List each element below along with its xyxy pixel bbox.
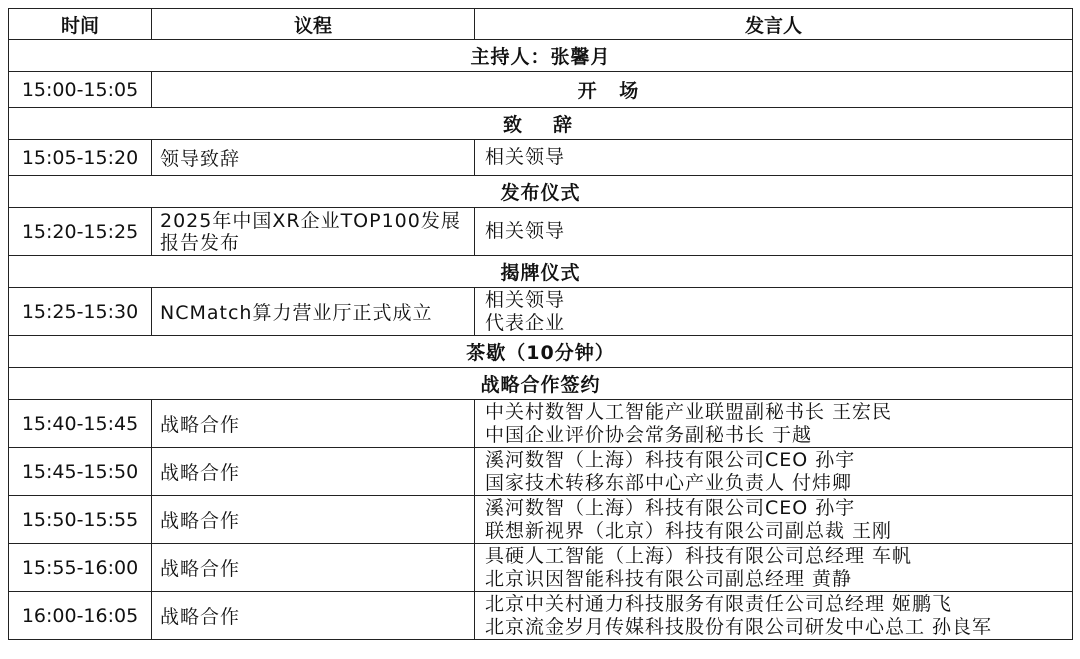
opening-time: 15:00-15:05	[9, 72, 152, 108]
signing-speakers	[475, 496, 1073, 544]
signing-speaker-1: 溪河数智（上海）科技有限公司CEO 孙宇	[485, 448, 856, 471]
signing-time: 15:50-15:55	[9, 496, 152, 544]
break-section-title: 茶歇（10分钟）	[9, 336, 1073, 368]
signing-speaker-2: 中国企业评价协会常务副秘书长 于越	[485, 423, 813, 446]
unveil-time: 15:25-15:30	[9, 288, 152, 336]
opening-row	[9, 72, 1073, 108]
signing-speakers	[475, 400, 1073, 448]
header-time: 时间	[9, 9, 152, 40]
signing-time: 16:00-16:05	[9, 592, 152, 640]
signing-section-row	[9, 368, 1073, 400]
release-time: 15:20-15:25	[9, 208, 152, 256]
signing-speakers	[475, 544, 1073, 592]
speech-section-title: 致 辞	[9, 108, 1073, 140]
signing-time: 15:55-16:00	[9, 544, 152, 592]
speech-section-row	[9, 108, 1073, 140]
signing-row	[9, 592, 1073, 640]
release-section-row	[9, 176, 1073, 208]
signing-topic: 战略合作	[152, 544, 475, 592]
break-section-row	[9, 336, 1073, 368]
header-speaker: 发言人	[475, 9, 1073, 40]
signing-speaker-2: 北京识因智能科技有限公司副总经理 黄静	[485, 567, 853, 590]
signing-topic: 战略合作	[152, 448, 475, 496]
unveil-speakers	[475, 288, 1073, 336]
signing-speaker-2: 国家技术转移东部中心产业负责人 付炜卿	[485, 471, 853, 494]
release-topic-line2: 报告发布	[160, 231, 241, 254]
release-topic-line1: 2025年中国XR企业TOP100发展	[160, 209, 461, 232]
speech-speaker: 相关领导	[475, 140, 1073, 176]
host-row	[9, 40, 1073, 72]
signing-topic: 战略合作	[152, 592, 475, 640]
unveil-speaker-1: 相关领导	[485, 288, 566, 311]
host-label: 主持人：张馨月	[9, 40, 1073, 72]
signing-speaker-2: 联想新视界（北京）科技有限公司副总裁 王刚	[485, 519, 893, 542]
signing-topic: 战略合作	[152, 400, 475, 448]
signing-speaker-1: 北京中关村通力科技服务有限责任公司总经理 姬鹏飞	[485, 592, 953, 615]
speech-time: 15:05-15:20	[9, 140, 152, 176]
signing-section-title: 战略合作签约	[9, 368, 1073, 400]
speech-topic: 领导致辞	[152, 140, 475, 176]
signing-topic: 战略合作	[152, 496, 475, 544]
unveil-row	[9, 288, 1073, 336]
signing-time: 15:45-15:50	[9, 448, 152, 496]
agenda-table	[8, 8, 1073, 640]
release-topic	[152, 208, 475, 256]
release-row	[9, 208, 1073, 256]
signing-row	[9, 400, 1073, 448]
signing-speaker-2: 北京流金岁月传媒科技股份有限公司研发中心总工 孙良军	[485, 615, 993, 638]
speech-row	[9, 140, 1073, 176]
signing-speaker-1: 中关村数智人工智能产业联盟副秘书长 王宏民	[485, 400, 893, 423]
signing-speakers	[475, 448, 1073, 496]
unveil-section-row	[9, 256, 1073, 288]
header-row	[9, 9, 1073, 40]
unveil-topic: NCMatch算力营业厅正式成立	[152, 288, 475, 336]
release-speaker: 相关领导	[475, 208, 1073, 256]
unveil-section-title: 揭牌仪式	[9, 256, 1073, 288]
signing-time: 15:40-15:45	[9, 400, 152, 448]
opening-title: 开 场	[152, 72, 1073, 108]
release-section-title: 发布仪式	[9, 176, 1073, 208]
signing-speaker-1: 具硬人工智能（上海）科技有限公司总经理 车帆	[485, 544, 913, 567]
signing-row	[9, 448, 1073, 496]
unveil-speaker-2: 代表企业	[485, 311, 566, 334]
signing-row	[9, 496, 1073, 544]
signing-speaker-1: 溪河数智（上海）科技有限公司CEO 孙宇	[485, 496, 856, 519]
signing-speakers	[475, 592, 1073, 640]
header-agenda: 议程	[152, 9, 475, 40]
signing-row	[9, 544, 1073, 592]
